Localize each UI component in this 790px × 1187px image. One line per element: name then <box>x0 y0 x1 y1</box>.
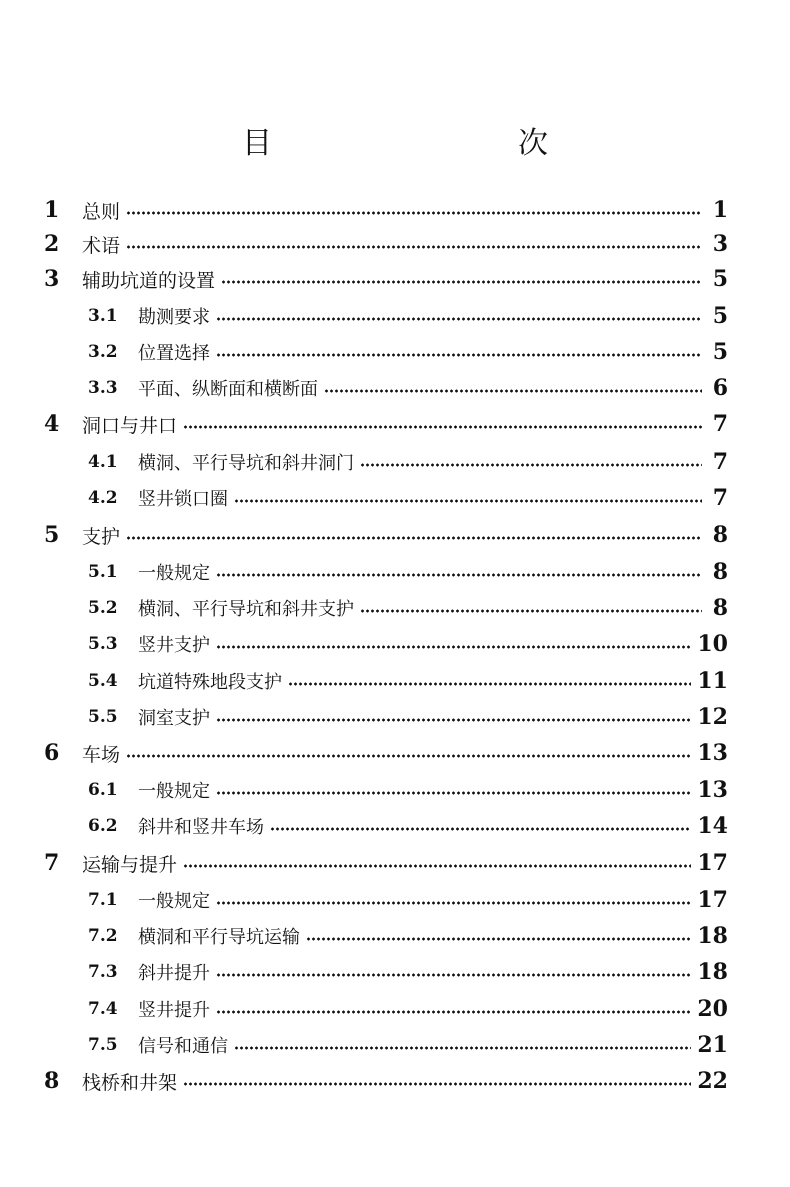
section-number: 3.1 <box>88 306 118 326</box>
toc-entry[interactable] <box>88 558 728 586</box>
page-number: 5 <box>712 339 728 365</box>
page-number: 13 <box>697 777 728 803</box>
section-number: 3 <box>44 266 60 292</box>
page-number: 1 <box>712 197 728 223</box>
section-number: 1 <box>44 197 60 223</box>
toc-entry[interactable] <box>88 812 728 840</box>
section-title: 竖井提升 <box>138 1000 210 1021</box>
section-title: 横洞、平行导坑和斜井洞门 <box>138 453 354 474</box>
toc-entry[interactable] <box>88 886 728 914</box>
section-title: 横洞、平行导坑和斜井支护 <box>138 599 354 620</box>
dot-leader <box>306 937 691 941</box>
page-number: 17 <box>697 850 728 876</box>
page-number: 22 <box>697 1068 728 1094</box>
toc-entry[interactable] <box>88 630 728 658</box>
section-number: 6 <box>44 740 60 766</box>
page-number: 10 <box>697 631 728 657</box>
section-title: 平面、纵断面和横断面 <box>138 379 318 400</box>
section-number: 5.5 <box>88 707 118 727</box>
section-title: 位置选择 <box>138 343 210 364</box>
dot-leader <box>126 536 702 540</box>
toc-entry[interactable] <box>88 995 728 1023</box>
toc-entry[interactable] <box>44 196 728 224</box>
section-number: 4.1 <box>88 452 118 472</box>
section-title: 横洞和平行导坑运输 <box>138 927 300 948</box>
page-number: 6 <box>712 375 728 401</box>
section-title: 斜井提升 <box>138 963 210 984</box>
section-title: 坑道特殊地段支护 <box>138 672 282 693</box>
page-number: 3 <box>712 231 728 257</box>
section-number: 6.1 <box>88 780 118 800</box>
toc-entry[interactable] <box>44 521 728 549</box>
dot-leader <box>234 499 702 503</box>
page-number: 7 <box>712 449 728 475</box>
page-number: 12 <box>697 704 728 730</box>
dot-leader <box>270 827 691 831</box>
section-number: 7.4 <box>88 999 118 1019</box>
section-title: 辅助坑道的设置 <box>82 269 216 292</box>
page-number: 17 <box>697 887 728 913</box>
section-title: 竖井支护 <box>138 635 210 656</box>
section-number: 4.2 <box>88 488 118 508</box>
dot-leader <box>183 425 702 429</box>
toc-entry[interactable] <box>88 667 728 695</box>
dot-leader <box>183 1082 691 1086</box>
toc-entry[interactable] <box>88 703 728 731</box>
dot-leader <box>216 901 691 905</box>
page-number: 7 <box>712 411 728 437</box>
toc-entry[interactable] <box>44 849 728 877</box>
section-title: 栈桥和井架 <box>82 1071 178 1094</box>
page-number: 8 <box>712 595 728 621</box>
dot-leader <box>234 1046 691 1050</box>
page-number: 13 <box>697 740 728 766</box>
dot-leader <box>126 211 702 215</box>
section-title: 一般规定 <box>138 891 210 912</box>
page-number: 20 <box>697 996 728 1022</box>
section-number: 7.3 <box>88 962 118 982</box>
section-number: 6.2 <box>88 816 118 836</box>
dot-leader <box>216 353 702 357</box>
toc-entry[interactable] <box>88 594 728 622</box>
page-number: 8 <box>712 522 728 548</box>
dot-leader <box>126 754 691 758</box>
section-number: 5.1 <box>88 562 118 582</box>
dot-leader <box>216 791 691 795</box>
section-title: 术语 <box>82 234 121 257</box>
toc-entry[interactable] <box>44 1067 728 1095</box>
dot-leader <box>183 864 691 868</box>
section-title: 运输与提升 <box>82 853 178 876</box>
section-title: 勘测要求 <box>138 307 210 328</box>
section-number: 3.2 <box>88 342 118 362</box>
section-title: 洞口与井口 <box>82 414 178 437</box>
section-title: 总则 <box>82 200 121 223</box>
page-number: 7 <box>712 485 728 511</box>
section-number: 7.2 <box>88 926 118 946</box>
section-title: 信号和通信 <box>138 1036 228 1057</box>
dot-leader <box>216 1010 691 1014</box>
section-title: 一般规定 <box>138 563 210 584</box>
toc-entry[interactable] <box>44 739 728 767</box>
toc-entry[interactable] <box>44 230 728 258</box>
dot-leader <box>216 573 702 577</box>
page-number: 21 <box>697 1032 728 1058</box>
toc-entry[interactable] <box>88 958 728 986</box>
toc-entry[interactable] <box>44 410 728 438</box>
section-number: 7.1 <box>88 890 118 910</box>
toc-entry[interactable] <box>88 374 728 402</box>
page-number: 11 <box>697 668 728 694</box>
page-number: 5 <box>712 266 728 292</box>
dot-leader <box>221 280 702 284</box>
section-number: 8 <box>44 1068 60 1094</box>
dot-leader <box>288 682 691 686</box>
dot-leader <box>126 245 702 249</box>
toc-entry[interactable] <box>88 1031 728 1059</box>
dot-leader <box>216 645 691 649</box>
dot-leader <box>216 973 691 977</box>
section-number: 2 <box>44 231 60 257</box>
page-number: 5 <box>712 303 728 329</box>
toc-entry[interactable] <box>88 484 728 512</box>
section-number: 3.3 <box>88 378 118 398</box>
dot-leader <box>360 609 702 613</box>
toc-entry[interactable] <box>44 265 728 293</box>
page-number: 18 <box>697 923 728 949</box>
section-title: 车场 <box>82 743 121 766</box>
section-title: 支护 <box>82 525 121 548</box>
dot-leader <box>216 718 691 722</box>
toc-entry[interactable] <box>88 922 728 950</box>
section-title: 洞室支护 <box>138 708 210 729</box>
dot-leader <box>216 317 702 321</box>
page-number: 18 <box>697 959 728 985</box>
section-number: 5.3 <box>88 634 118 654</box>
toc-entry[interactable] <box>88 448 728 476</box>
dot-leader <box>324 389 702 393</box>
toc-entry[interactable] <box>88 338 728 366</box>
page-number: 8 <box>712 559 728 585</box>
section-number: 7.5 <box>88 1035 118 1055</box>
toc-entry[interactable] <box>88 776 728 804</box>
section-title: 斜井和竖井车场 <box>138 817 264 838</box>
section-number: 5.4 <box>88 671 118 691</box>
section-title: 一般规定 <box>138 781 210 802</box>
section-number: 7 <box>44 850 60 876</box>
section-number: 5.2 <box>88 598 118 618</box>
dot-leader <box>360 463 702 467</box>
section-number: 5 <box>44 522 60 548</box>
section-number: 4 <box>44 411 60 437</box>
page-title: 目 次 <box>242 126 610 161</box>
page-number: 14 <box>697 813 728 839</box>
section-title: 竖井锁口圈 <box>138 489 228 510</box>
toc-entry[interactable] <box>88 302 728 330</box>
